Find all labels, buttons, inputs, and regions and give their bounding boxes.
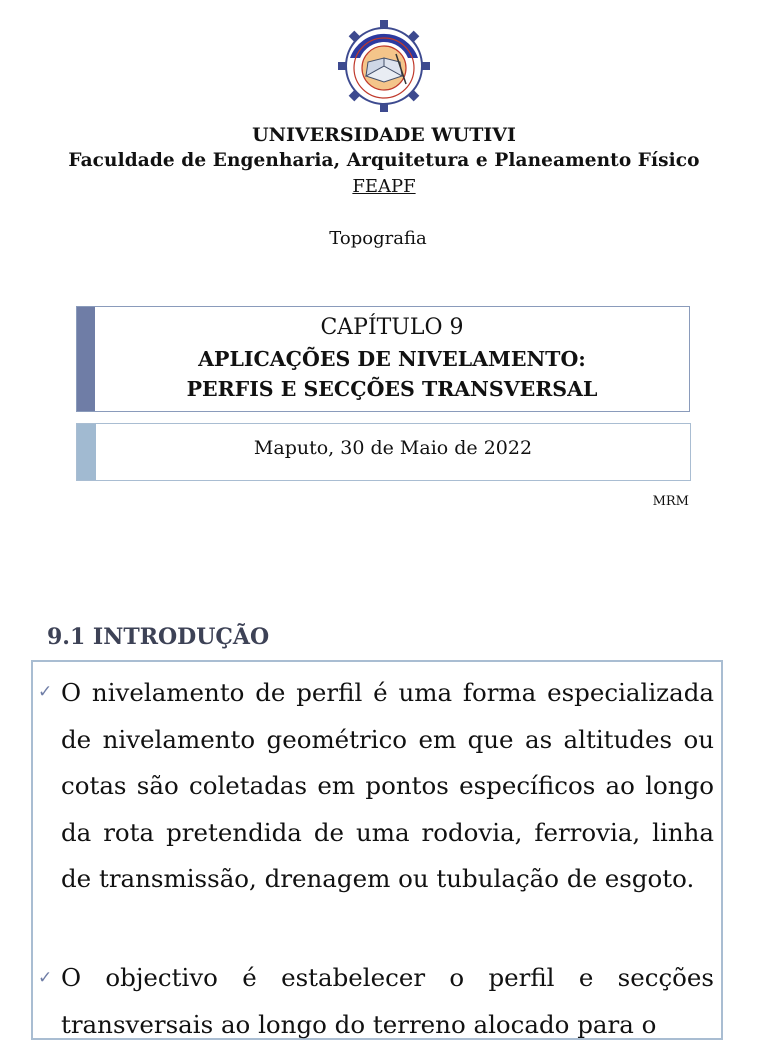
chapter-title-box xyxy=(76,306,690,412)
check-bullet-icon: ✓ xyxy=(38,682,53,702)
check-bullet-icon: ✓ xyxy=(38,968,53,988)
date-box xyxy=(76,423,691,481)
chapter-number: CAPÍTULO 9 xyxy=(320,315,464,340)
date-accent-bar xyxy=(77,424,96,480)
bullet-text-2: O objectivo é estabelecer o perfil e secções transversais ao longo do terreno alocado para o xyxy=(61,963,714,1039)
author-initials: MRM xyxy=(652,494,689,509)
chapter-title-line2: PERFIS E SECÇÕES TRANSVERSAL xyxy=(186,377,598,401)
chapter-title-line1: APLICAÇÕES DE NIVELAMENTO: xyxy=(198,347,586,371)
faculty-name: Faculdade de Engenharia, Arquitetura e Planeamento Físico xyxy=(68,150,700,171)
university-logo xyxy=(336,18,432,114)
faculty-acronym xyxy=(0,176,768,197)
date-text: Maputo, 30 de Maio de 2022 xyxy=(253,437,533,459)
university-name: UNIVERSIDADE WUTIVI xyxy=(252,124,516,146)
content-box xyxy=(31,660,723,1040)
section-title: 9.1 INTRODUÇÃO xyxy=(47,624,270,650)
faculty-acronym-text: FEAPF xyxy=(352,176,416,197)
course-name: Topografia xyxy=(329,228,427,249)
chapter-accent-bar xyxy=(77,307,95,411)
bullet-text-1: O nivelamento de perfil é uma forma especializada de nivelamento geométrico em que as altitudes ou cotas são coletadas em pontos específicos ao longo da rota pretendida de uma rodovia, ferrovia, linha de transmissão, drenagem ou tubulação de esgoto. xyxy=(61,678,714,893)
